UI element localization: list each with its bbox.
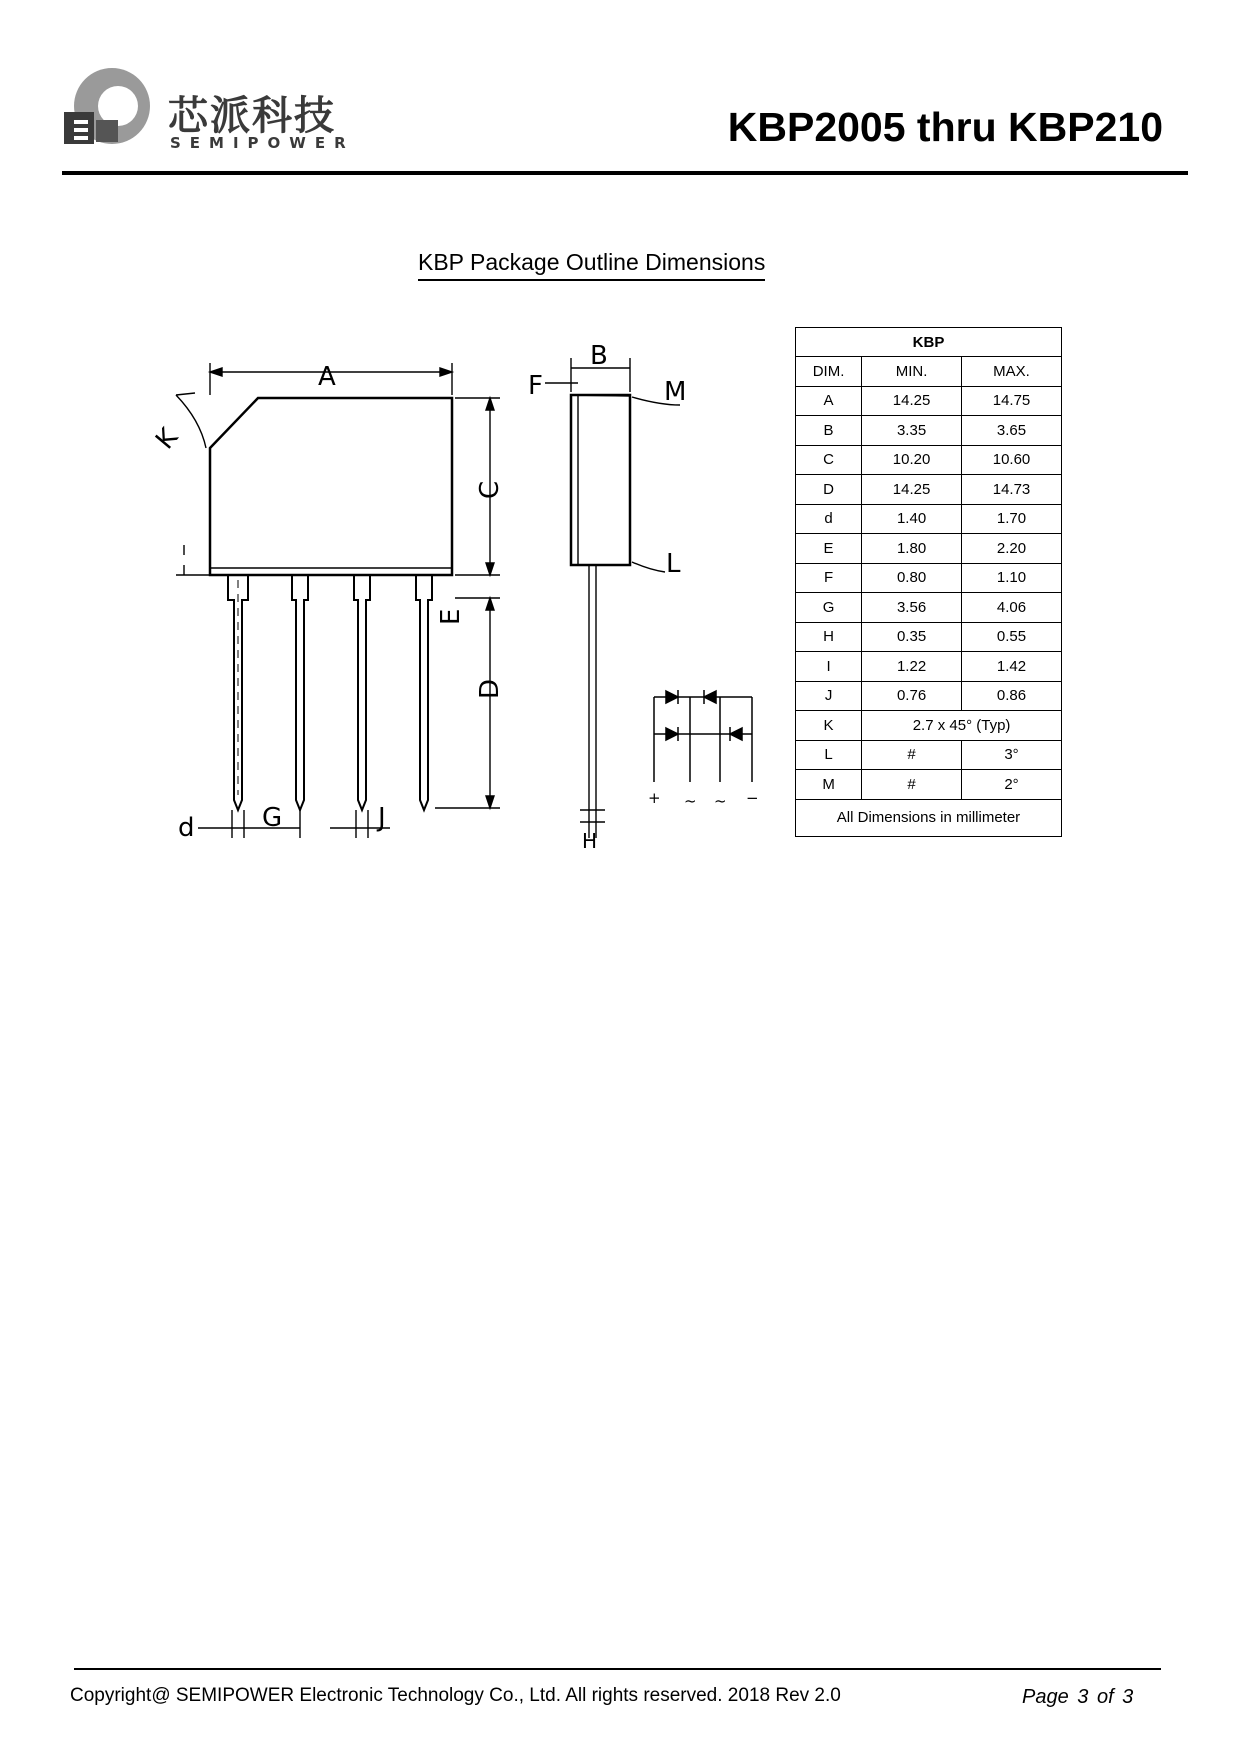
- dim-label-d: d: [178, 813, 195, 843]
- table-note: All Dimensions in millimeter: [796, 799, 1062, 836]
- cell-dim: H: [796, 622, 862, 652]
- cell-dim: E: [796, 534, 862, 564]
- cell-max: 14.75: [962, 386, 1062, 416]
- cell-min: 0.76: [862, 681, 962, 711]
- cell-min: 3.35: [862, 416, 962, 446]
- cell-dim: M: [796, 770, 862, 800]
- cell-dim: B: [796, 416, 862, 446]
- cell-dim: C: [796, 445, 862, 475]
- logo-chinese-name: 芯派科技: [168, 93, 336, 139]
- cell-min: 14.25: [862, 386, 962, 416]
- dim-label-D: D: [475, 678, 505, 699]
- cell-min: #: [862, 740, 962, 770]
- pin-label-ac2: ~: [714, 792, 727, 810]
- table-row: [796, 740, 1062, 770]
- table-row: [796, 622, 1062, 652]
- cell-max: 1.10: [962, 563, 1062, 593]
- dim-label-B: B: [590, 341, 608, 371]
- cell-dim: A: [796, 386, 862, 416]
- footer-divider: [74, 1668, 1161, 1670]
- cell-value: 2.7 x 45° (Typ): [862, 711, 1062, 741]
- dim-label-M: M: [664, 377, 687, 407]
- cell-max: 4.06: [962, 593, 1062, 623]
- dim-label-F: F: [528, 371, 543, 401]
- table-row: [796, 386, 1062, 416]
- cell-dim: K: [796, 711, 862, 741]
- package-outline-drawing: [150, 335, 790, 855]
- dim-label-L: L: [666, 549, 681, 579]
- table-row: [796, 652, 1062, 682]
- cell-max: 10.60: [962, 445, 1062, 475]
- cell-min: 0.80: [862, 563, 962, 593]
- logo-english-name: SEMIPOWER: [170, 134, 355, 152]
- cell-min: 14.25: [862, 475, 962, 505]
- semipower-logo-mark-icon: [60, 62, 160, 162]
- cell-dim: G: [796, 593, 862, 623]
- cell-min: 1.80: [862, 534, 962, 564]
- cell-max: 1.42: [962, 652, 1062, 682]
- pin-label-plus: +: [648, 789, 661, 807]
- col-header-max: MAX.: [962, 357, 1062, 387]
- company-logo: [60, 62, 360, 162]
- cell-max: 14.73: [962, 475, 1062, 505]
- table-row: [796, 475, 1062, 505]
- cell-max: 3°: [962, 740, 1062, 770]
- cell-max: 2°: [962, 770, 1062, 800]
- copyright-text: Copyright@ SEMIPOWER Electronic Technology Co., Ltd. All rights reserved. 2018 Rev 2.0: [70, 1685, 841, 1706]
- cell-min: 10.20: [862, 445, 962, 475]
- cell-dim: I: [796, 652, 862, 682]
- dim-label-E: E: [436, 608, 466, 625]
- dim-label-A: A: [318, 362, 336, 392]
- cell-max: 2.20: [962, 534, 1062, 564]
- table-note-row: [796, 799, 1062, 836]
- dim-label-K: K: [150, 422, 185, 456]
- dim-label-H: H: [582, 829, 598, 853]
- table-row: [796, 681, 1062, 711]
- table-row: [796, 770, 1062, 800]
- table-row: [796, 593, 1062, 623]
- dim-label-J: J: [378, 803, 386, 833]
- cell-dim: J: [796, 681, 862, 711]
- table-row: [796, 416, 1062, 446]
- cell-min: 3.56: [862, 593, 962, 623]
- table-row: [796, 534, 1062, 564]
- cell-max: 0.86: [962, 681, 1062, 711]
- section-title: KBP Package Outline Dimensions: [418, 249, 765, 281]
- cell-max: 0.55: [962, 622, 1062, 652]
- dim-label-C: C: [475, 480, 505, 499]
- col-header-dim: DIM.: [796, 357, 862, 387]
- cell-min: 0.35: [862, 622, 962, 652]
- table-row: [796, 711, 1062, 741]
- cell-dim: D: [796, 475, 862, 505]
- header-divider: [62, 171, 1188, 175]
- cell-min: 1.22: [862, 652, 962, 682]
- pin-label-minus: −: [746, 789, 759, 807]
- cell-min: 1.40: [862, 504, 962, 534]
- pin-label-ac1: ~: [684, 792, 697, 810]
- document-title: KBP2005 thru KBP210: [727, 104, 1163, 150]
- dimensions-table: [795, 327, 1062, 837]
- cell-min: #: [862, 770, 962, 800]
- cell-dim: d: [796, 504, 862, 534]
- cell-max: 3.65: [962, 416, 1062, 446]
- table-row: [796, 563, 1062, 593]
- table-row: [796, 504, 1062, 534]
- page-number: Page 3 of 3: [1022, 1686, 1134, 1708]
- cell-dim: F: [796, 563, 862, 593]
- cell-max: 1.70: [962, 504, 1062, 534]
- table-row: [796, 445, 1062, 475]
- cell-dim: L: [796, 740, 862, 770]
- table-package-header: KBP: [796, 328, 1062, 357]
- col-header-min: MIN.: [862, 357, 962, 387]
- dim-label-G: G: [262, 803, 283, 833]
